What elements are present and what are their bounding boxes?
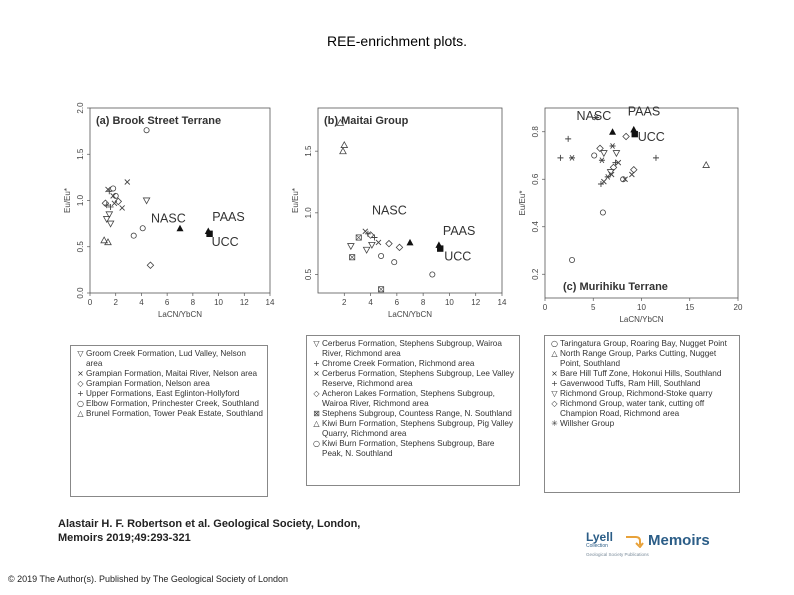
legend-entry <box>549 339 735 349</box>
x-tick-label: 4 <box>139 298 144 307</box>
y-tick-label: 1.0 <box>304 207 313 219</box>
x-tick-label: 8 <box>190 298 196 307</box>
citation-caption <box>58 517 360 545</box>
data-point <box>378 287 383 292</box>
legend-entry <box>311 409 515 419</box>
data-point <box>610 143 616 148</box>
panel-title: (a) Brook Street Terrane <box>96 115 222 127</box>
data-point <box>703 162 709 168</box>
data-point <box>592 153 597 158</box>
logo-memoirs-text: Memoirs <box>648 532 710 549</box>
legend-text: Taringatura Group, Roaring Bay, Nugget Point <box>560 339 727 348</box>
scatter-panel-c <box>515 90 750 335</box>
legend-symbol-icon: ✳ <box>551 419 558 428</box>
data-point <box>356 235 361 240</box>
x-tick-label: 8 <box>420 298 426 307</box>
y-tick-label: 2.0 <box>76 102 85 114</box>
y-tick-label: 0.8 <box>531 126 540 138</box>
x-tick-label: 10 <box>637 303 646 312</box>
legend-symbol-icon: + <box>551 379 558 388</box>
legend-symbol-icon: ○ <box>551 339 558 348</box>
legend-text: Acheron Lakes Formation, Stephens Subgroup, Wairoa River, Richmond area <box>322 389 495 408</box>
y-tick-label: 0.5 <box>76 241 85 253</box>
x-tick-label: 10 <box>214 298 224 307</box>
legend-symbol-icon: ◇ <box>551 399 558 408</box>
data-point <box>111 186 116 191</box>
x-tick-label: 12 <box>471 298 481 307</box>
legend-text: Willsher Group <box>560 419 615 428</box>
logo-tagline: Geological Society Publications <box>586 552 649 557</box>
legend-text: Kiwi Burn Formation, Stephens Subgroup, Pig Valley Quarry, Richmond area <box>322 419 513 438</box>
legend-text: Cerberus Formation, Stephens Subgroup, Wairoa River, Richmond area <box>322 339 502 358</box>
data-point <box>653 155 659 161</box>
logo-arrow-icon <box>624 534 644 548</box>
legend-symbol-icon: ▽ <box>551 389 558 398</box>
legend-entry <box>75 349 263 369</box>
data-point <box>601 151 607 157</box>
legend-text: Groom Creek Formation, Lud Valley, Nelson area <box>86 349 246 368</box>
data-point <box>623 133 629 139</box>
x-tick-label: 0 <box>87 298 93 307</box>
x-tick-label: 2 <box>113 298 118 307</box>
logo-collection-text: Collection <box>586 543 608 549</box>
scatter-panel-b <box>285 90 510 335</box>
data-point <box>341 142 347 148</box>
x-axis-label: LaCN/YbCN <box>619 315 664 324</box>
x-tick-label: 6 <box>164 298 170 307</box>
y-axis-label: Eu/Eu* <box>63 188 72 213</box>
legend-text: Chrome Creek Formation, Richmond area <box>322 359 475 368</box>
x-tick-label: 5 <box>591 303 596 312</box>
legend-entry <box>311 389 515 409</box>
y-tick-label: 0.5 <box>304 268 313 281</box>
data-point <box>569 155 575 160</box>
legend-symbol-icon: × <box>313 369 320 378</box>
data-point <box>120 205 125 210</box>
legend-symbol-icon: △ <box>551 349 558 358</box>
x-tick-label: 0 <box>542 303 548 312</box>
legend-text: Grampian Formation, Maitai River, Nelson area <box>86 369 258 378</box>
x-tick-label: 14 <box>265 298 275 307</box>
data-point <box>107 221 113 227</box>
legend-entry <box>549 379 735 389</box>
data-point <box>557 155 563 161</box>
legend-symbol-icon: ▽ <box>77 349 84 358</box>
x-tick-label: 6 <box>394 298 400 307</box>
legend-text: Bare Hill Tuff Zone, Hokonui Hills, Southland <box>560 369 722 378</box>
data-point <box>112 201 117 206</box>
x-tick-label: 15 <box>685 303 695 312</box>
reference-label: NASC <box>151 211 186 226</box>
reference-marker <box>177 225 184 232</box>
reference-label: UCC <box>637 130 665 145</box>
legend-entry <box>549 349 735 369</box>
legend-symbol-icon: △ <box>77 409 84 418</box>
plot-frame <box>90 108 270 293</box>
reference-label: PAAS <box>627 104 661 119</box>
y-tick-label: 1.5 <box>304 145 313 157</box>
y-axis-label: Eu/Eu* <box>518 190 527 216</box>
data-point <box>348 244 354 250</box>
data-point <box>601 179 606 184</box>
scatter-panel-a <box>60 90 275 335</box>
legend-symbol-icon: △ <box>313 419 320 428</box>
legend-entry <box>311 439 515 459</box>
legend-entry <box>75 399 263 409</box>
legend-entry <box>549 419 735 429</box>
legend-symbol-icon: + <box>313 359 320 368</box>
legend-symbol-icon: + <box>77 389 84 398</box>
legend-text: Gavenwood Tuffs, Ram Hill, Southland <box>560 379 701 388</box>
x-axis-label: LaCN/YbCN <box>387 310 433 319</box>
y-tick-label: 0.0 <box>76 287 85 299</box>
x-tick-label: 20 <box>733 303 743 312</box>
legend-symbol-icon: ○ <box>77 399 84 408</box>
reference-label: NASC <box>372 203 407 218</box>
data-point <box>600 210 605 215</box>
panel-title: (b) Maitai Group <box>324 115 409 127</box>
data-point <box>565 136 571 142</box>
legend-text: Richmond Group, water tank, cutting off Champion Road, Richmond area <box>560 399 705 418</box>
legend-text: Brunel Formation, Tower Peak Estate, Southland <box>86 409 263 418</box>
data-point <box>372 235 378 241</box>
legend-a <box>70 345 268 497</box>
data-point <box>430 272 435 277</box>
reference-marker <box>437 245 443 251</box>
y-tick-label: 0.4 <box>531 221 540 233</box>
legend-text: Kiwi Burn Formation, Stephens Subgroup, Bare Peak, N. Southland <box>322 439 495 458</box>
page-title: REE-enrichment plots. <box>326 33 468 49</box>
reference-label: NASC <box>576 108 612 123</box>
legend-text: Cerberus Formation, Stephens Subgroup, Lee Valley Reserve, Richmond area <box>322 369 514 388</box>
data-point <box>147 262 153 268</box>
legend-symbol-icon: ▽ <box>313 339 320 348</box>
data-point <box>131 233 136 238</box>
x-tick-label: 14 <box>497 298 507 307</box>
logo-lyell-text: Lyell <box>586 530 613 544</box>
data-point <box>363 247 369 253</box>
data-point <box>125 180 130 185</box>
legend-text: Upper Formations, East Eglinton-Hollyford <box>86 389 240 398</box>
legend-text: Grampian Formation, Nelson area <box>86 379 210 388</box>
legend-symbol-icon: ◇ <box>313 389 320 398</box>
legend-text: North Range Group, Parks Cutting, Nugget Point, Southland <box>560 349 717 368</box>
legend-entry <box>75 409 263 419</box>
data-point <box>378 253 383 258</box>
legend-c <box>544 335 740 493</box>
y-tick-label: 0.2 <box>531 268 540 280</box>
x-tick-label: 2 <box>342 298 347 307</box>
legend-symbol-icon: ○ <box>313 439 320 448</box>
data-point <box>350 255 355 260</box>
y-tick-label: 0.6 <box>531 173 540 185</box>
y-axis-label: Eu/Eu* <box>291 188 300 213</box>
legend-entry <box>75 389 263 399</box>
data-point <box>599 158 605 163</box>
data-point <box>340 148 346 154</box>
legend-symbol-icon: ◇ <box>77 379 84 388</box>
reference-label: PAAS <box>442 223 476 238</box>
legend-entry <box>549 389 735 399</box>
x-tick-label: 4 <box>368 298 373 307</box>
data-point <box>140 226 145 231</box>
data-point <box>143 198 149 204</box>
legend-entry <box>549 399 735 419</box>
legend-entry <box>549 369 735 379</box>
plot-frame <box>318 108 502 293</box>
data-point <box>144 128 149 133</box>
caption-line-2: Memoirs 2019;49:293-321 <box>58 532 191 544</box>
legend-entry <box>311 359 515 369</box>
data-point <box>613 151 619 157</box>
y-tick-label: 1.0 <box>76 194 85 207</box>
reference-marker <box>609 128 616 135</box>
data-point <box>386 240 392 246</box>
reference-label: PAAS <box>212 210 245 225</box>
reference-label: UCC <box>211 234 239 249</box>
y-tick-label: 1.5 <box>76 148 85 160</box>
legend-symbol-icon: × <box>551 369 558 378</box>
data-point <box>392 260 397 265</box>
caption-line-1: Alastair H. F. Robertson et al. Geological Society, London, <box>58 518 361 530</box>
legend-entry <box>311 339 515 359</box>
reference-marker <box>407 239 414 246</box>
legend-entry <box>75 369 263 379</box>
copyright-notice: © 2019 The Author(s). Published by The Geological Society of London <box>8 574 288 584</box>
data-point <box>113 193 118 198</box>
data-point <box>569 257 574 262</box>
data-point <box>396 244 402 250</box>
x-axis-label: LaCN/YbCN <box>157 310 203 319</box>
legend-entry <box>311 369 515 389</box>
legend-text: Richmond Group, Richmond-Stoke quarry <box>560 389 713 398</box>
legend-entry <box>311 419 515 439</box>
figure <box>60 90 750 500</box>
data-point <box>363 229 368 234</box>
legend-b <box>306 335 520 486</box>
reference-label: UCC <box>444 249 472 264</box>
legend-symbol-icon: ⊠ <box>313 409 320 418</box>
legend-text: Elbow Formation, Princhester Creek, Southland <box>86 399 259 408</box>
legend-text: Stephens Subgroup, Countess Range, N. Southland <box>322 409 512 418</box>
x-tick-label: 10 <box>444 298 454 307</box>
data-point <box>605 174 611 179</box>
legend-symbol-icon: × <box>77 369 84 378</box>
lyell-memoirs-logo <box>586 530 716 566</box>
data-point <box>376 240 381 245</box>
x-tick-label: 12 <box>239 298 249 307</box>
legend-entry <box>75 379 263 389</box>
panel-title: (c) Murihiku Terrane <box>563 281 668 293</box>
